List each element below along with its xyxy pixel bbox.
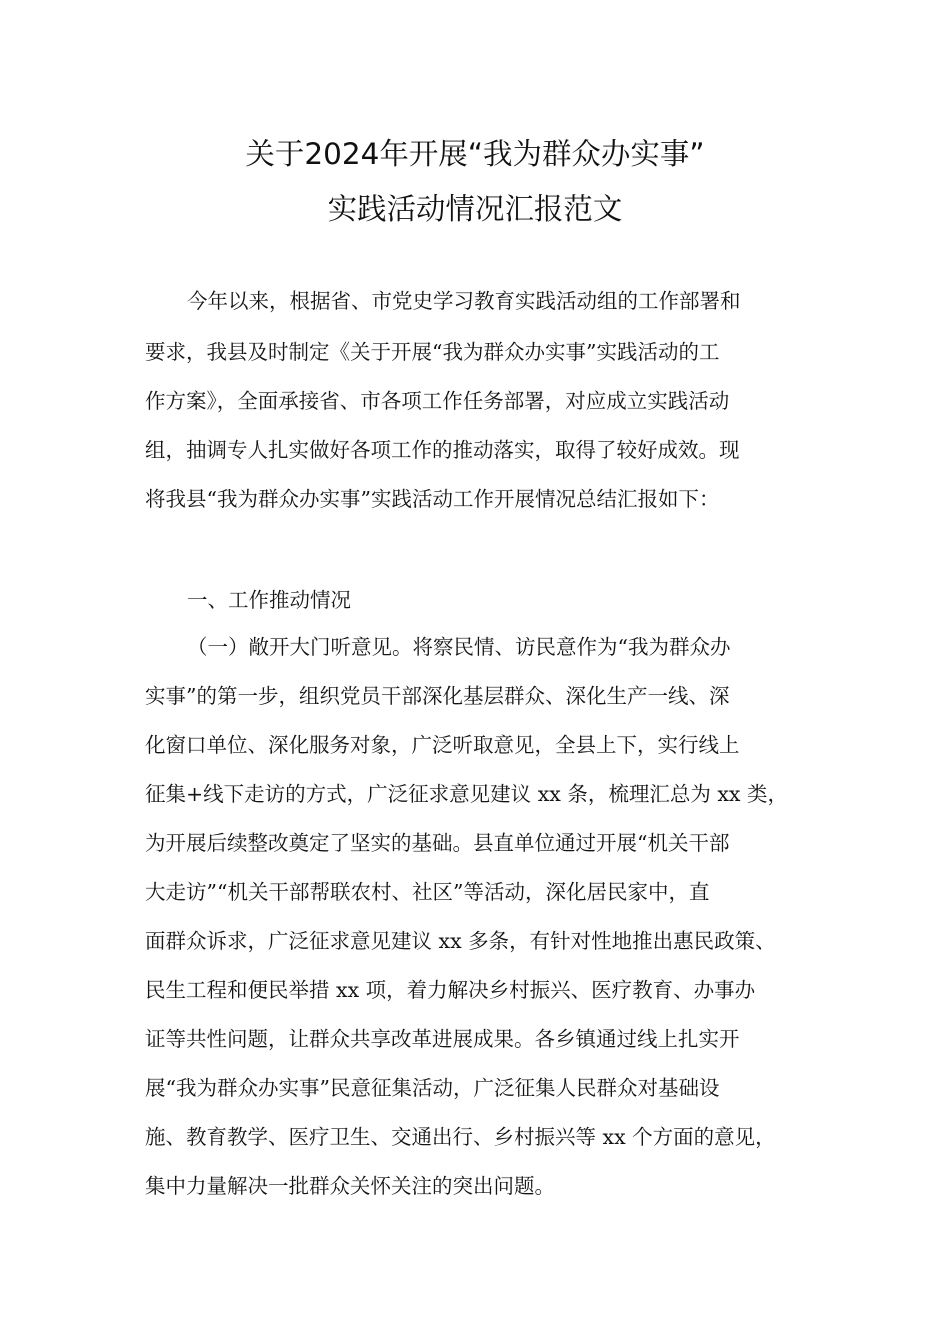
paragraph-line-8: 民生工程和便民举措 xx 项，着力解决乡村振兴、医疗教育、办事办: [145, 978, 756, 1002]
paragraph-line-4: 征集+线下走访的方式，广泛征求意见建议 xx 条，梳理汇总为 xx 类，: [145, 782, 788, 806]
intro-line-4: 组，抽调专人扎实做好各项工作的推动落实，取得了较好成效。现: [145, 438, 740, 462]
paragraph-line-2: 实事”的第一步，组织党员干部深化基层群众、深化生产一线、深: [145, 684, 730, 708]
paragraph-line-10: 展“我为群众办实事”民意征集活动，广泛征集人民群众对基础设: [145, 1076, 720, 1100]
intro-line-3: 作方案》，全面承接省、市各项工作任务部署，对应成立实践活动: [145, 389, 730, 413]
intro-line-1: 今年以来，根据省、市党史学习教育实践活动组的工作部署和: [187, 289, 741, 313]
paragraph-line-1: （一）敞开大门听意见。将察民情、访民意作为“我为群众办: [187, 635, 731, 659]
section-heading: 一、工作推动情况: [187, 588, 351, 612]
paragraph-line-5: 为开展后续整改奠定了坚实的基础。县直单位通过开展“机关干部: [145, 831, 730, 855]
paragraph-line-12: 集中力量解决一批群众关怀关注的突出问题。: [145, 1174, 555, 1198]
paragraph-line-3: 化窗口单位、深化服务对象，广泛听取意见，全县上下，实行线上: [145, 733, 740, 757]
document-title-line-2: 实践活动情况汇报范文: [327, 192, 623, 226]
paragraph-line-11: 施、教育教学、医疗卫生、交通出行、乡村振兴等 xx 个方面的意见，: [145, 1125, 776, 1149]
document-title-line-1: 关于2024年开展“我为群众办实事”: [245, 137, 705, 171]
intro-line-5: 将我县“我为群众办实事”实践活动工作开展情况总结汇报如下：: [145, 487, 720, 511]
paragraph-line-6: 大走访”“机关干部帮联农村、社区”等活动，深化居民家中，直: [145, 880, 710, 904]
paragraph-line-7: 面群众诉求，广泛征求意见建议 xx 多条，有针对性地推出惠民政策、: [145, 929, 776, 953]
intro-line-2: 要求，我县及时制定《关于开展“我为群众办实事”实践活动的工: [145, 340, 720, 364]
paragraph-line-9: 证等共性问题，让群众共享改革进展成果。各乡镇通过线上扎实开: [145, 1027, 740, 1051]
